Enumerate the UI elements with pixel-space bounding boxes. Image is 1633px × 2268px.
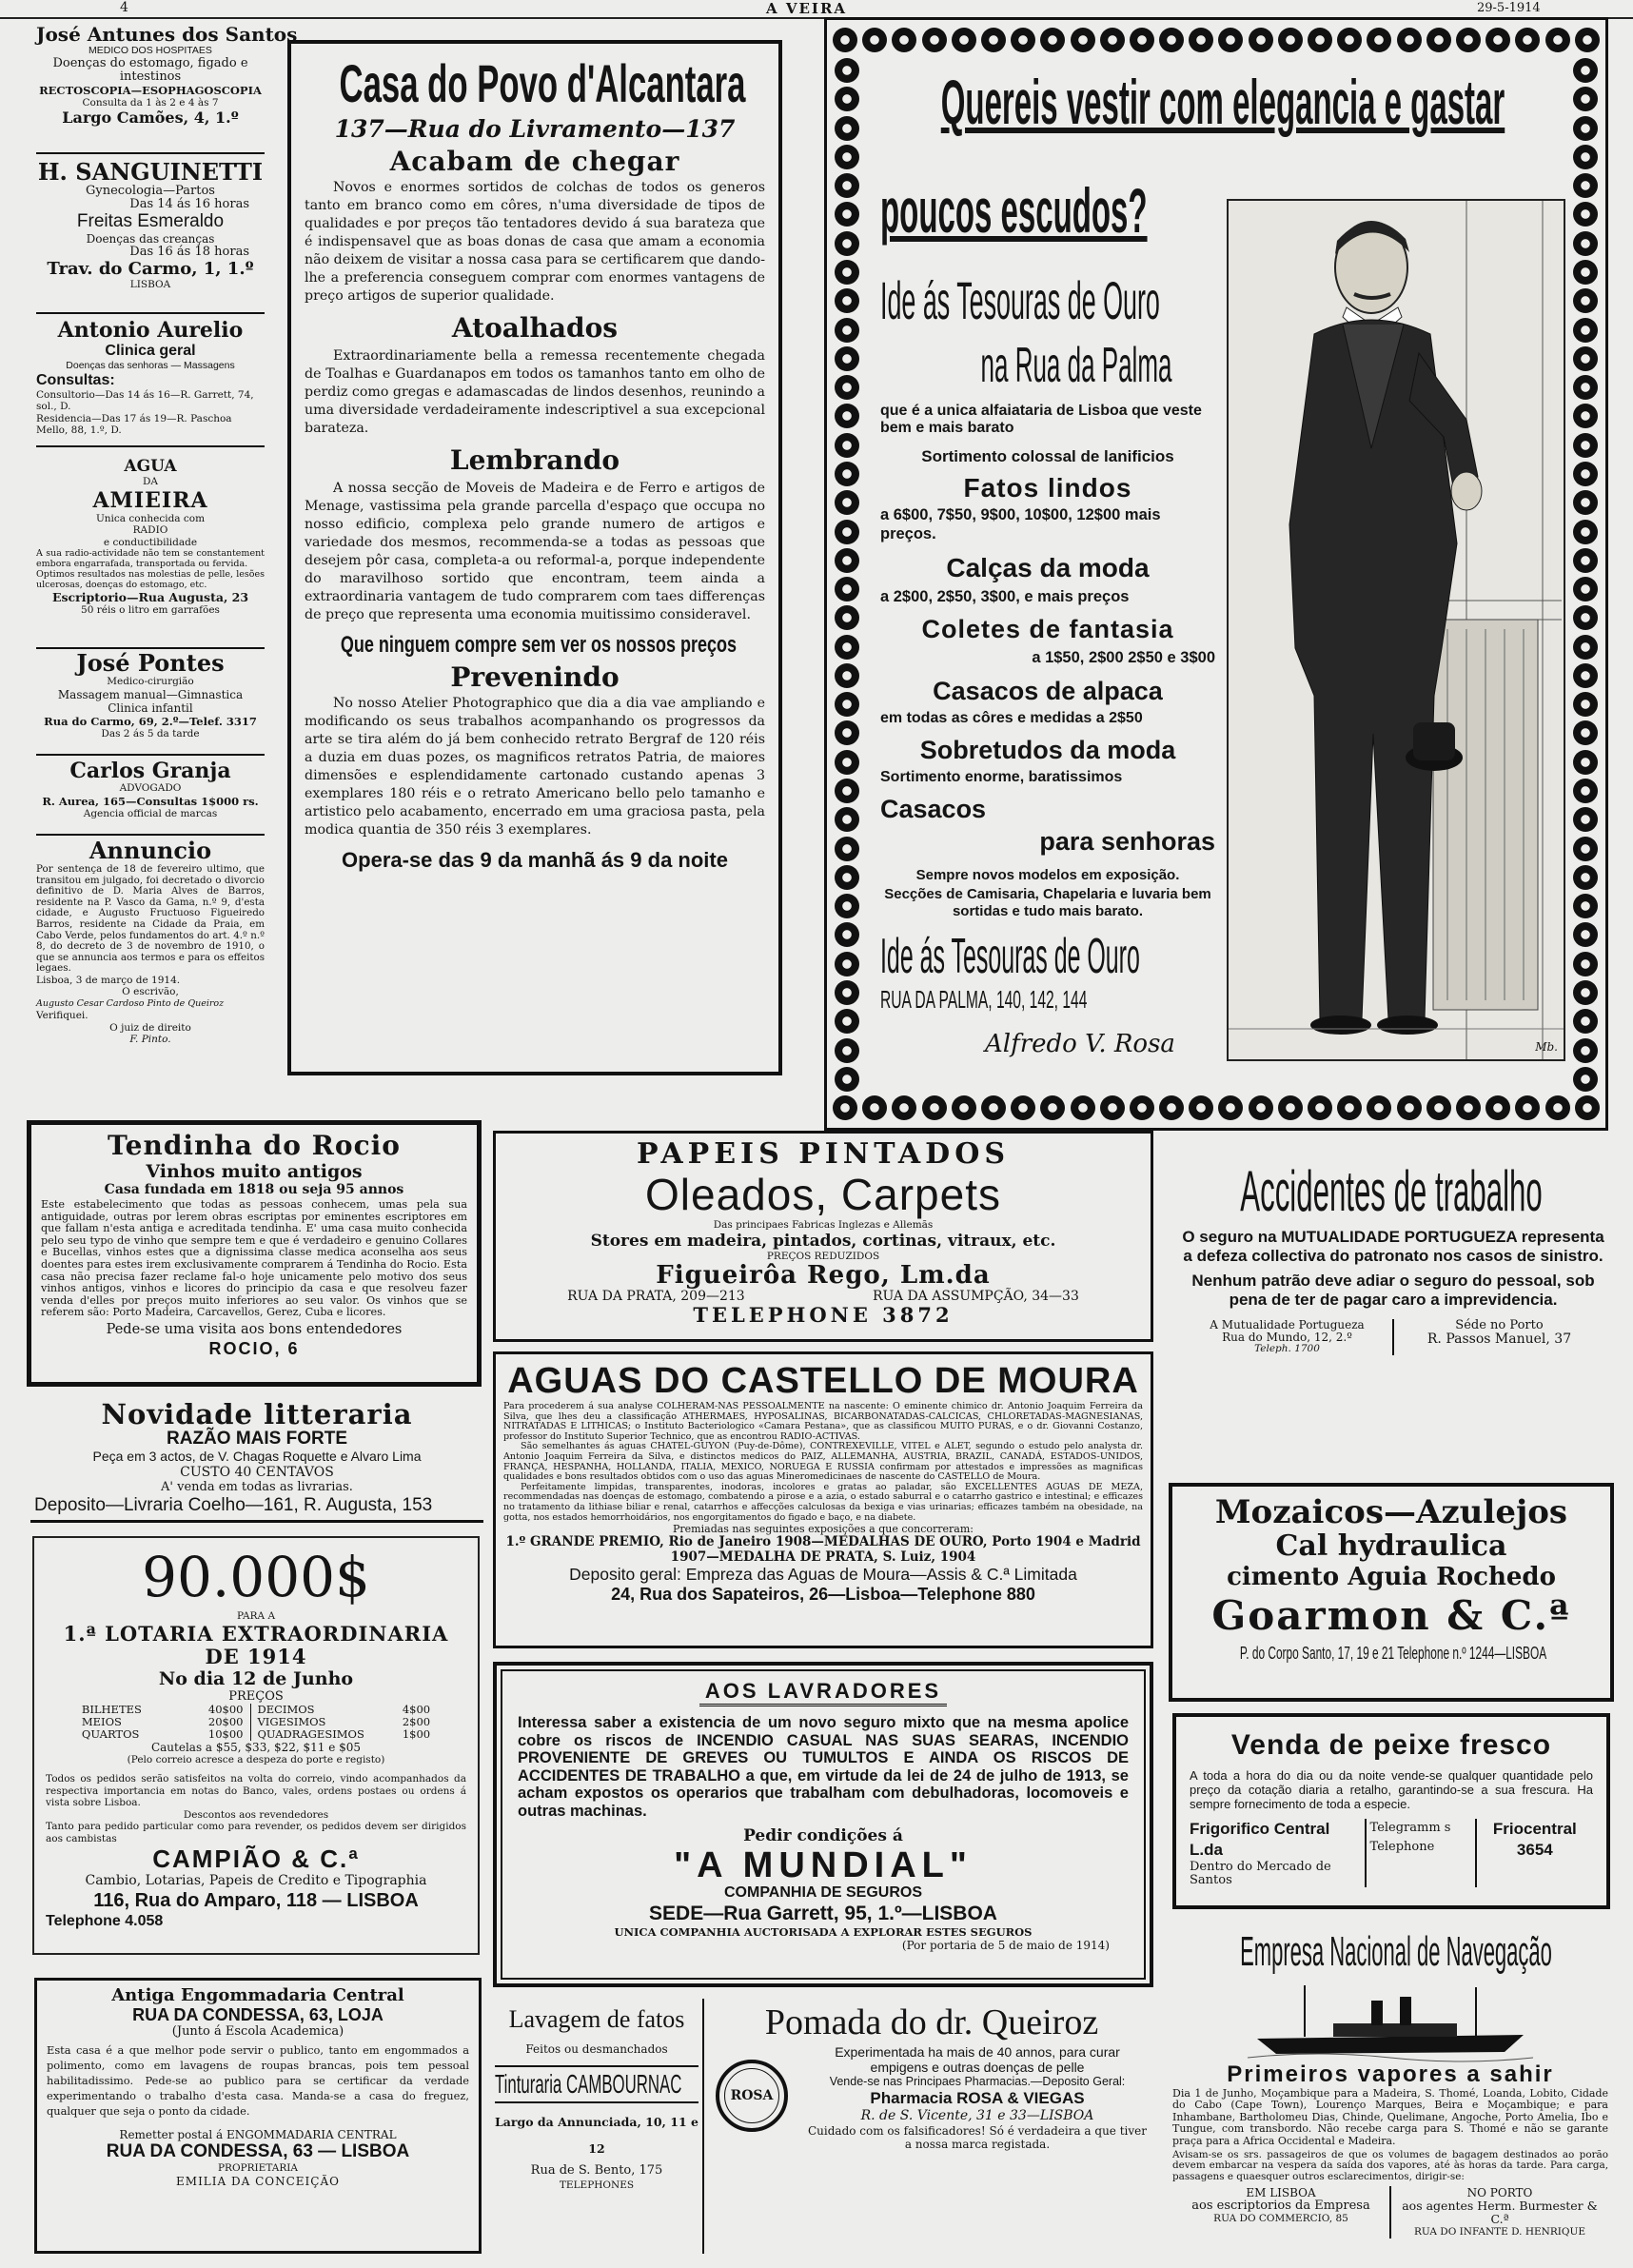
border-dot bbox=[835, 288, 859, 313]
border-dot bbox=[1456, 28, 1481, 52]
border-dot bbox=[1573, 433, 1598, 458]
border-dot bbox=[1456, 1095, 1481, 1120]
border-dot bbox=[1426, 28, 1451, 52]
border-dot bbox=[835, 952, 859, 976]
border-dot bbox=[1573, 865, 1598, 890]
border-dot bbox=[981, 28, 1006, 52]
border-dot bbox=[835, 231, 859, 256]
border-dot bbox=[1573, 346, 1598, 371]
border-dot bbox=[1100, 28, 1125, 52]
border-dot bbox=[1249, 1095, 1273, 1120]
border-dot bbox=[1573, 779, 1598, 803]
border-dot bbox=[835, 433, 859, 458]
border-dot bbox=[1573, 980, 1598, 1005]
ad-accidentes-trabalho: Accidentes de trabalho O seguro na MUTUALIDADE PORTUGUEZA representa a defeza collectiva do patronato nos casos de sinistro. Nenhum patrão deve adiar o seguro do pessoal, sob pena de ter de pagar caro a imprevidencia. A Mutualidade Portugueza Rua do Mundo, 12, 2.º Teleph. 1700 Séde no Porto R. Passos Manuel, 37 bbox=[1182, 1159, 1604, 1354]
border-dot bbox=[1397, 1095, 1422, 1120]
border-dot bbox=[835, 720, 859, 745]
border-dot bbox=[1573, 605, 1598, 630]
border-dot bbox=[1337, 1095, 1362, 1120]
border-dot bbox=[835, 865, 859, 890]
border-dot bbox=[1573, 116, 1598, 141]
signature: Alfredo V. Rosa bbox=[985, 1030, 1175, 1058]
ad-antunes: José Antunes dos Santos MEDICO DOS HOSPITAES Doenças do estomago, figado e intestinos RECTOSCOPIA—ESOPHAGOSCOPIA Consulta da 1 às 2 e 4 às 7 Largo Camões, 4, 1.º bbox=[36, 21, 265, 154]
ad-agua-amieira: AGUA DA AMIEIRA Unica conhecida com RADIO e conductibilidade A sua radio-actividade não tem se constantement embora engarrafada, transportada ou fervida. Optimos resultados nas molestias de pelle, lesões ulcerosas, doenças do estomago, etc. Escriptorio—Rua Augusta, 23 50 réis o litro em garrafões bbox=[36, 447, 265, 649]
border-dot bbox=[835, 1009, 859, 1034]
border-dot bbox=[1573, 404, 1598, 428]
border-dot bbox=[1573, 145, 1598, 169]
border-dot bbox=[1218, 28, 1243, 52]
border-dot bbox=[835, 807, 859, 832]
border-dot bbox=[835, 520, 859, 544]
left-column bbox=[36, 21, 298, 1115]
border-dot bbox=[835, 635, 859, 660]
border-dot bbox=[835, 260, 859, 285]
border-dot bbox=[1573, 952, 1598, 976]
ad-venda-peixe: Venda de peixe fresco A toda a hora do dia ou da noite vende-se qualquer quantidade pelo preço da cotação diaria a retalho, garantindo-se a sua frescura. Ha sempre fornecimento de toda a especie. Frigorifico Central L.da Dentro do Mercado de Santos Telegramm s Telephone Friocentral 3654 bbox=[1172, 1713, 1610, 1909]
gentleman-figure-svg bbox=[1229, 201, 1564, 1059]
border-dot bbox=[1040, 28, 1065, 52]
border-dot bbox=[1308, 28, 1332, 52]
border-dot bbox=[835, 462, 859, 486]
ad-novidade-litteraria: Novidade litteraria RAZÃO MAIS FORTE Peça em 3 actos, de V. Chagas Roquette e Alvaro Lima CUSTO 40 CENTAVOS A' venda em todas as livrarias. Deposito—Livraria Coelho—161, R. Augusta, 153 bbox=[30, 1397, 483, 1523]
border-dot bbox=[835, 750, 859, 775]
ad-mozaicos-azulejos: Mozaicos—Azulejos Cal hydraulica cimento Aguia Rochedo Goarmon & C.ª P. do Corpo Santo, 17, 19 e 21 Telephone n.º 1244—LISBOA bbox=[1169, 1483, 1614, 1702]
border-dot bbox=[1573, 1038, 1598, 1063]
border-dot bbox=[1278, 1095, 1303, 1120]
ad-annuncio-divorcio: Annuncio Por sentença de 18 de fevereiro ultimo, que transitou em julgado, foi decretado o divorcio definitivo de D. Maria Alves de Barros, residente na P. Vasco da Gama, n.º 9, d'esta cidade, e Augusto Fructuoso Figueiredo Barros, residente na Cidade da Praia, em Cabo Verde, pelos fundamentos do art. 4.º n.º 8, do decreto de 3 de novembro de 1910, o que se annuncia aos termos e para os effeitos legaes. Lisboa, 3 de março de 1914. O escrivão, Augusto Cesar Cardoso Pinto de Queiroz Verifiquei. O juiz de direito F. Pinto. bbox=[36, 837, 265, 1046]
border-dot bbox=[835, 87, 859, 111]
border-dot bbox=[835, 1067, 859, 1092]
border-dot bbox=[862, 28, 887, 52]
border-dot bbox=[1575, 28, 1600, 52]
border-dot bbox=[1573, 260, 1598, 285]
border-dot bbox=[835, 779, 859, 803]
rosa-seal-icon: ROSA bbox=[716, 2060, 788, 2132]
doctor-name: H. SANGUINETTI bbox=[37, 158, 264, 186]
border-dot bbox=[1545, 1095, 1570, 1120]
ad-granja: Carlos Granja ADVOGADO R. Aurea, 165—Consultas 1$000 rs. Agencia official de marcas bbox=[36, 756, 265, 836]
ad-lavagem-fatos: Lavagem de fatos Feitos ou desmanchados Tinturaria CAMBOURNAC Largo da Annunciada, 10, 11 e 12 Rua de S. Bento, 175 TELEPHONES bbox=[491, 1999, 704, 2254]
border-dot bbox=[1573, 894, 1598, 918]
border-dot bbox=[835, 837, 859, 861]
border-dot bbox=[1573, 58, 1598, 83]
ad-engommadaria: Antiga Engommadaria Central RUA DA CONDESSA, 63, LOJA (Junto á Escola Academica) Esta casa é a que melhor pode servir o publico, tanto em engommados a polimento, como em lavagens de roupas brancas, pois tem pessoal habilitadissimo. Pede-se ao publico para se certificar da verdade experimentando o trabalho d'esta casa. Manda-se a casa do freguez, qualquer que seja o ponto da cidade. Remetter postal á ENGOMMADARIA CENTRAL RUA DA CONDESSA, 63 — LISBOA PROPRIETARIA EMILIA DA CONCEIÇÃO bbox=[34, 1978, 482, 2254]
dots-border-left bbox=[833, 58, 861, 1092]
border-dot bbox=[835, 663, 859, 688]
border-dot bbox=[1573, 837, 1598, 861]
border-dot bbox=[1573, 462, 1598, 486]
ad-aos-lavradores: AOS LAVRADORES Interessa saber a existencia de um novo seguro mixto que na mesma apolice cobre os riscos de INCENDIO CASUAL NAS SUAS SEARAS, INCENDIO PROVENIENTE DE GREVES OU TUMULTOS E AINDA OS RISCOS DE ACCIDENTES DE TRABALHO a que, em virtude da lei de 24 de julho de 1913, se acham expostos os operarios que trabalham com debulhadoras, locomoveis e outras machinas. Pedir condições á "A MUNDIAL" COMPANHIA DE SEGUROS SEDE—Rua Garrett, 95, 1.º—LISBOA UNICA COMPANHIA AUCTORISADA A EXPLORAR ESTES SEGUROS (Por portaria de 5 de maio de 1914) bbox=[493, 1662, 1153, 1987]
ad-pontes: José Pontes Medico-cirurgião Massagem manual—Gimnastica Clinica infantil Rua do Carmo, 69, 2.º—Telef. 3317 Das 2 ás 5 da tarde bbox=[36, 649, 265, 756]
border-dot bbox=[1130, 28, 1154, 52]
page-number: 4 bbox=[120, 0, 128, 15]
border-dot bbox=[1485, 28, 1510, 52]
border-dot bbox=[1573, 1067, 1598, 1092]
border-dot bbox=[1337, 28, 1362, 52]
newspaper-title: A VEIRA bbox=[766, 0, 848, 17]
border-dot bbox=[1159, 28, 1184, 52]
border-dot bbox=[1278, 28, 1303, 52]
border-dot bbox=[1573, 87, 1598, 111]
border-dot bbox=[1367, 28, 1391, 52]
border-dot bbox=[1249, 28, 1273, 52]
border-dot bbox=[1573, 548, 1598, 573]
border-dot bbox=[1515, 28, 1540, 52]
border-dot bbox=[1573, 202, 1598, 227]
ad-title: Casa do Povo d'Alcantara bbox=[339, 53, 746, 113]
ad-aurelio: Antonio Aurelio Clinica geral Doenças das senhoras — Massagens Consultas: Consultorio—Das 14 ás 16—R. Garrett, 74, sol., D. Residencia—Das 17 ás 19—R. Paschoa Mello, 88, 1.º, D. bbox=[36, 314, 265, 447]
border-dot bbox=[1573, 318, 1598, 343]
doctor-name: José Antunes dos Santos bbox=[36, 23, 298, 46]
border-dot bbox=[835, 692, 859, 717]
border-dot bbox=[1397, 28, 1422, 52]
ad-tesouras-de-ouro: Quereis vestir com elegancia e gastar poucos escudos? Ide ás Tesouras de Ouro na Rua da Palma que é a unica alfaiataria de Lisboa que veste bem e mais barato Sortimento colossal de lanificios Fatos lindos a 6$00, 7$50, 9$00, 10$00, 12$00 mais preços. Calças da moda a 2$00, 2$50, 3$00, e mais preços Coletes de fantasia a 1$50, 2$00 2$50 e 3$00 Casacos de alpaca em todas as côres e medidas a 2$50 Sobretudos da moda Sortimento enorme, baratissimos Casacos para senhoras Sempre novos modelos em exposição. Secções de Camisaria, Chapelaria e luvaria bem sortidas e tudo mais barato. Ide ás Tesouras de Ouro RUA DA PALMA, 140, 142, 144 Alfredo V. Rosa Mb. bbox=[824, 17, 1608, 1131]
border-dot bbox=[1071, 28, 1095, 52]
ad-lotaria: 90.000$ PARA A 1.ª LOTARIA EXTRAORDINARIA DE 1914 No dia 12 de Junho PREÇOS BILHETES 40$00 DECIMOS 4$00 MEIOS 20$00 VIGESIMOS 2$00 QUARTOS 10$00 QUADRAGESIMOS 1$00 Cautelas a $55, $33, $22, $11 e $05 (Pelo correio acresce a despeza do porte e registo) Todos os pedidos serão satisfeitos na volta do correio, vindo acompanhados da respectiva importancia em notas do Banco, vales, ordens postaes ou ordens á vista sobre Lisboa. Descontos aos revendedores Tanto para pedido particular como para revender, os pedidos devem ser dirigidos aos cambistas CAMPIÃO & C.ª Cambio, Lotarias, Papeis de Credito e Tipographia 116, Rua do Amparo, 118 — LISBOA Telephone 4.058 bbox=[32, 1536, 480, 1955]
border-dot bbox=[1573, 807, 1598, 832]
border-dot bbox=[835, 605, 859, 630]
page-header bbox=[0, 0, 1633, 19]
prize-amount: 90.000$ bbox=[142, 1545, 370, 1609]
border-dot bbox=[835, 490, 859, 515]
border-dot bbox=[1515, 1095, 1540, 1120]
ad-aguas-moura: AGUAS DO CASTELLO DE MOURA Para procederem á sua analyse COLHERAM-NAS PESSOALMENTE na nascente: O eminente chimico dr. Antonio Joaquim Ferreira da Silva, que lhes deu a classificação ATHERMAES, HYPOSALINAS, BICARBONATADAS-CALCICAS, CHLORETADAS-MAGNESIANAS, NITRATADAS E LITHICAS; o Instituto Bacteriologico «Camara Pestana», que as classificou MUITO PURAS, e o dr. Giovanni Costanzo, professor do Instituto Superior Technico, que as encontrou RADIO-ACTIVAS. São semelhantes ás aguas CHATEL-GUYON (Puy-de-Dôme), CONTREXEVILLE, VITEL e ALET, segundo o estudo pelo analysta dr. Antonio Joaquim Ferreira da Silva, e distinctos medicos do PAIZ, ALLEMANHA, AUSTRIA, BRAZIL, CANADÁ, ESTADOS-UNIDOS, FRANÇA, HESPANHA, HOLLANDA, ITALIA, MEXICO, NORUEGA E RUSSIA confirmam por attestados e impressões as magnificas qualidades e bons resultados obtidos com o uso das aguas Mineromedicinaes de nascente do CASTELLO de Moura. Perfeitamente limpidas, transparentes, inodoras, incolores e gratas ao paladar, são EXCELLENTES AGUAS DE MEZA, recommendadas nas doenças de estomago, combatendo a pirose e a azia, o estado saburral e o catarrho gastrico e intestinal; e efficazes no tratamento da lithiase biliar e renal, catarrhos e affecções calculosas da bexiga e vias urinarias; efficazes também na obesidade, na gotta, nos estados hemorrhoidários, nos engorgitamentos do figado e baço, e na diabete. Premiadas nas seguintes exposições a que concorreram: 1.º GRANDE PREMIO, Rio de Janeiro 1908—MEDALHAS DE OURO, Porto 1904 e Madrid 1907—MEDALHA DE PRATA, S. Luiz, 1904 Deposito geral: Empreza das Aguas de Moura—Assis & C.ª Limitada 24, Rua dos Sapateiros, 26—Lisboa—Telephone 880 bbox=[493, 1351, 1153, 1648]
border-dot bbox=[833, 1095, 857, 1120]
border-dot bbox=[1426, 1095, 1451, 1120]
border-dot bbox=[922, 28, 947, 52]
border-dot bbox=[1573, 922, 1598, 947]
border-dot bbox=[833, 28, 857, 52]
border-dot bbox=[1573, 692, 1598, 717]
border-dot bbox=[1011, 28, 1035, 52]
border-dot bbox=[835, 404, 859, 428]
border-dot bbox=[835, 145, 859, 169]
ad-pomada-queiroz: Pomada do dr. Queiroz ROSA Experimentada ha mais de 40 annos, para curar empigens e outras doenças de pelle Vende-se nas Principaes Pharmacias.—Deposito Geral: Pharmacia ROSA & VIEGAS R. de S. Vicente, 31 e 33—LISBOA Cuidado com os falsificadores! Só é verdadeira a que tiver a nossa marca registada. bbox=[710, 1999, 1153, 2254]
border-dot bbox=[1573, 750, 1598, 775]
border-dot bbox=[835, 577, 859, 602]
border-dot bbox=[1485, 1095, 1510, 1120]
border-dot bbox=[1573, 577, 1598, 602]
gentleman-illustration bbox=[1227, 199, 1565, 1061]
ad-tendinha-rocio: Tendinha do Rocio Vinhos muito antigos Casa fundada em 1818 ou seja 95 annos Este estabelecimento que todas as pessoas conhecem, umas pela sua antiguidade, outras por lerem obras escriptas por eminentes escriptores em que fallam n'esta antiga e acreditada tendinha. E' uma casa muito conhecida pelo seu typo de vinho que sempre tem e que é verdadeiro e genuino Collares e Bucellas, vinhos estes que a dignissima classe medica aconselha aos seus doentes para estes irem exclusivamente comprarem á Tendinha do Rocio. Esta casa não precisa fazer reclame fal-o hoje unicamente pelo motivo dos seus vinhos antigos, vinhos e licores do principio da casa e que resolveu fazer venda d'elles por preços muito inferiores ao seu valor. Os vinhos que se referem são: Porto Madeira, Carcavellos, Gerez, Cuba e licores. Pede-se uma visita aos bons entendedores ROCIO, 6 bbox=[27, 1120, 482, 1387]
border-dot bbox=[1573, 1009, 1598, 1034]
prices-table: BILHETES 40$00 DECIMOS 4$00 MEIOS 20$00 VIGESIMOS 2$00 QUARTOS 10$00 QUADRAGESIMOS 1$00 bbox=[81, 1702, 431, 1741]
issue-date: 29-5-1914 bbox=[1477, 1, 1541, 15]
border-dot bbox=[1573, 173, 1598, 198]
border-dot bbox=[835, 346, 859, 371]
border-dot bbox=[835, 922, 859, 947]
border-dot bbox=[835, 318, 859, 343]
border-dot bbox=[892, 28, 916, 52]
border-dot bbox=[1573, 288, 1598, 313]
border-dot bbox=[1367, 1095, 1391, 1120]
border-dot bbox=[1545, 28, 1570, 52]
headline: Quereis vestir com elegancia e gastar bbox=[940, 67, 1505, 137]
ad-casa-do-povo: Casa do Povo d'Alcantara 137—Rua do Livramento—137 Acabam de chegar Novos e enormes sortidos de colchas de todos os generos tanto em branco como em côres, n'uma diversidade de tipos de qualidades e por preços tão tentadores devido á sua barateza que é indispensavel que as boas donas de casa que amam a economia não deixem de visitar a nossa casa para se certificarem que dando-lhe a preferencia conseguem comprar com enormes vantagens de preço artigos de superior qualidade. Atoalhados Extraordinariamente bella a remessa recentemente chegada de Toalhas e Guardanapos em todos os tamanhos tanto em olho de perdiz como gregas e adamascadas de lindos desenhos, reunindo a uma diversidade verdadeiramente indescriptivel a sua excepcional barateza. Lembrando A nossa secção de Moveis de Madeira e de Ferro e artigos de Menage, vastissima pela grande parcella d'espaço que occupa no nosso edificio, complexa pelo grande numero de artigos e variedade dos mesmos, recommenda-se a todas as pessoas que desejem pôr casa, completa-a ou reformal-a, porque independente do maravilhoso sortido que encontram, teem ainda a extraordinaria vantagem de tudo comprarem com taes differenças de preço que representa uma economia muitissimo consideravel. Que ninguem compre sem ver os nossos preços Prevenindo No nosso Atelier Photographico que dia a dia vae ampliando e modificando os seus trabalhos acompanhando os progressos da arte se tira além do já bem conhecido retrato Bergraf de 120 réis a duzia em duas pozes, os magnificos retratos Patria, de maiores dimensões e esplendidamente cartonado custando apenas 3 exemplares 180 réis e o retrato Americano bello pelo tamanho e artistico pelo acabamento, encerrado em uma graciosa pasta, pela modica quantia de 350 réis 3 exemplares. Opera-se das 9 da manhã ás 9 da noite bbox=[287, 40, 782, 1075]
border-dot bbox=[1573, 520, 1598, 544]
border-dot bbox=[835, 116, 859, 141]
dots-border-right bbox=[1571, 58, 1600, 1092]
border-dot bbox=[1573, 635, 1598, 660]
steamship-icon bbox=[1248, 1982, 1533, 2061]
border-dot bbox=[1189, 28, 1213, 52]
border-dot bbox=[1573, 490, 1598, 515]
border-dot bbox=[1308, 1095, 1332, 1120]
border-dot bbox=[835, 375, 859, 400]
border-dot bbox=[835, 202, 859, 227]
border-dot bbox=[835, 173, 859, 198]
border-dot bbox=[1573, 231, 1598, 256]
border-dot bbox=[835, 58, 859, 83]
border-dot bbox=[1573, 720, 1598, 745]
border-dot bbox=[835, 1038, 859, 1063]
ad-empresa-navegacao: Empresa Nacional de Navegação Primeiros vapores a sahir Dia 1 de Junho, Moçambique para a Madeira, S. Thomé, Loanda, Lobito, Cidade do Cabo (Cape Town), Lourenço Marques, Beira e Moçambique; e para Inhambane, Bartholomeu Dias, Chinde, Quelimane, Angoche, Porto Amelia, Ibo e Tungue, com transbordo. Não recebe carga para S. Thomé e não se garante praça para a Africa Occidental e Madeira. Avisam-se os srs. passageiros de que os volumes de bagagem destinados ao porão devem embarcar na vespera da saída dos vapores, até às horas da tarde. Para carga, passagens e quaesquer outros esclarecimentos, dirigir-se: EM LISBOA aos escriptorios da Empresa RUA DO COMMERCIO, 85 NO PORTO aos agentes Herm. Burmester & C.ª RUA DO INFANTE D. HENRIQUE bbox=[1172, 1928, 1608, 2238]
border-dot bbox=[1573, 375, 1598, 400]
border-dot bbox=[952, 28, 976, 52]
border-dot bbox=[1573, 663, 1598, 688]
border-dot bbox=[835, 548, 859, 573]
ad-sanguinetti: H. SANGUINETTI Gynecologia—Partos Das 14 ás 16 horas Freitas Esmeraldo Doenças das creanças Das 16 ás 18 horas Trav. do Carmo, 1, 1.º LISBOA bbox=[36, 154, 265, 314]
ad-papeis-pintados: PAPEIS PINTADOS Oleados, Carpets Das principaes Fabricas Inglezas e Allemãs Stores em madeira, pintados, cortinas, vitraux, etc. PREÇOS REDUZIDOS Figueirôa Rego, Lm.da RUA DA PRATA, 209—213 RUA DA ASSUMPÇÃO, 34—33 TELEPHONE 3872 bbox=[493, 1131, 1153, 1342]
border-dot bbox=[1575, 1095, 1600, 1120]
dots-border-top bbox=[833, 26, 1600, 54]
artist-monogram: Mb. bbox=[1535, 1040, 1558, 1054]
border-dot bbox=[1218, 1095, 1243, 1120]
border-dot bbox=[835, 894, 859, 918]
border-dot bbox=[835, 980, 859, 1005]
